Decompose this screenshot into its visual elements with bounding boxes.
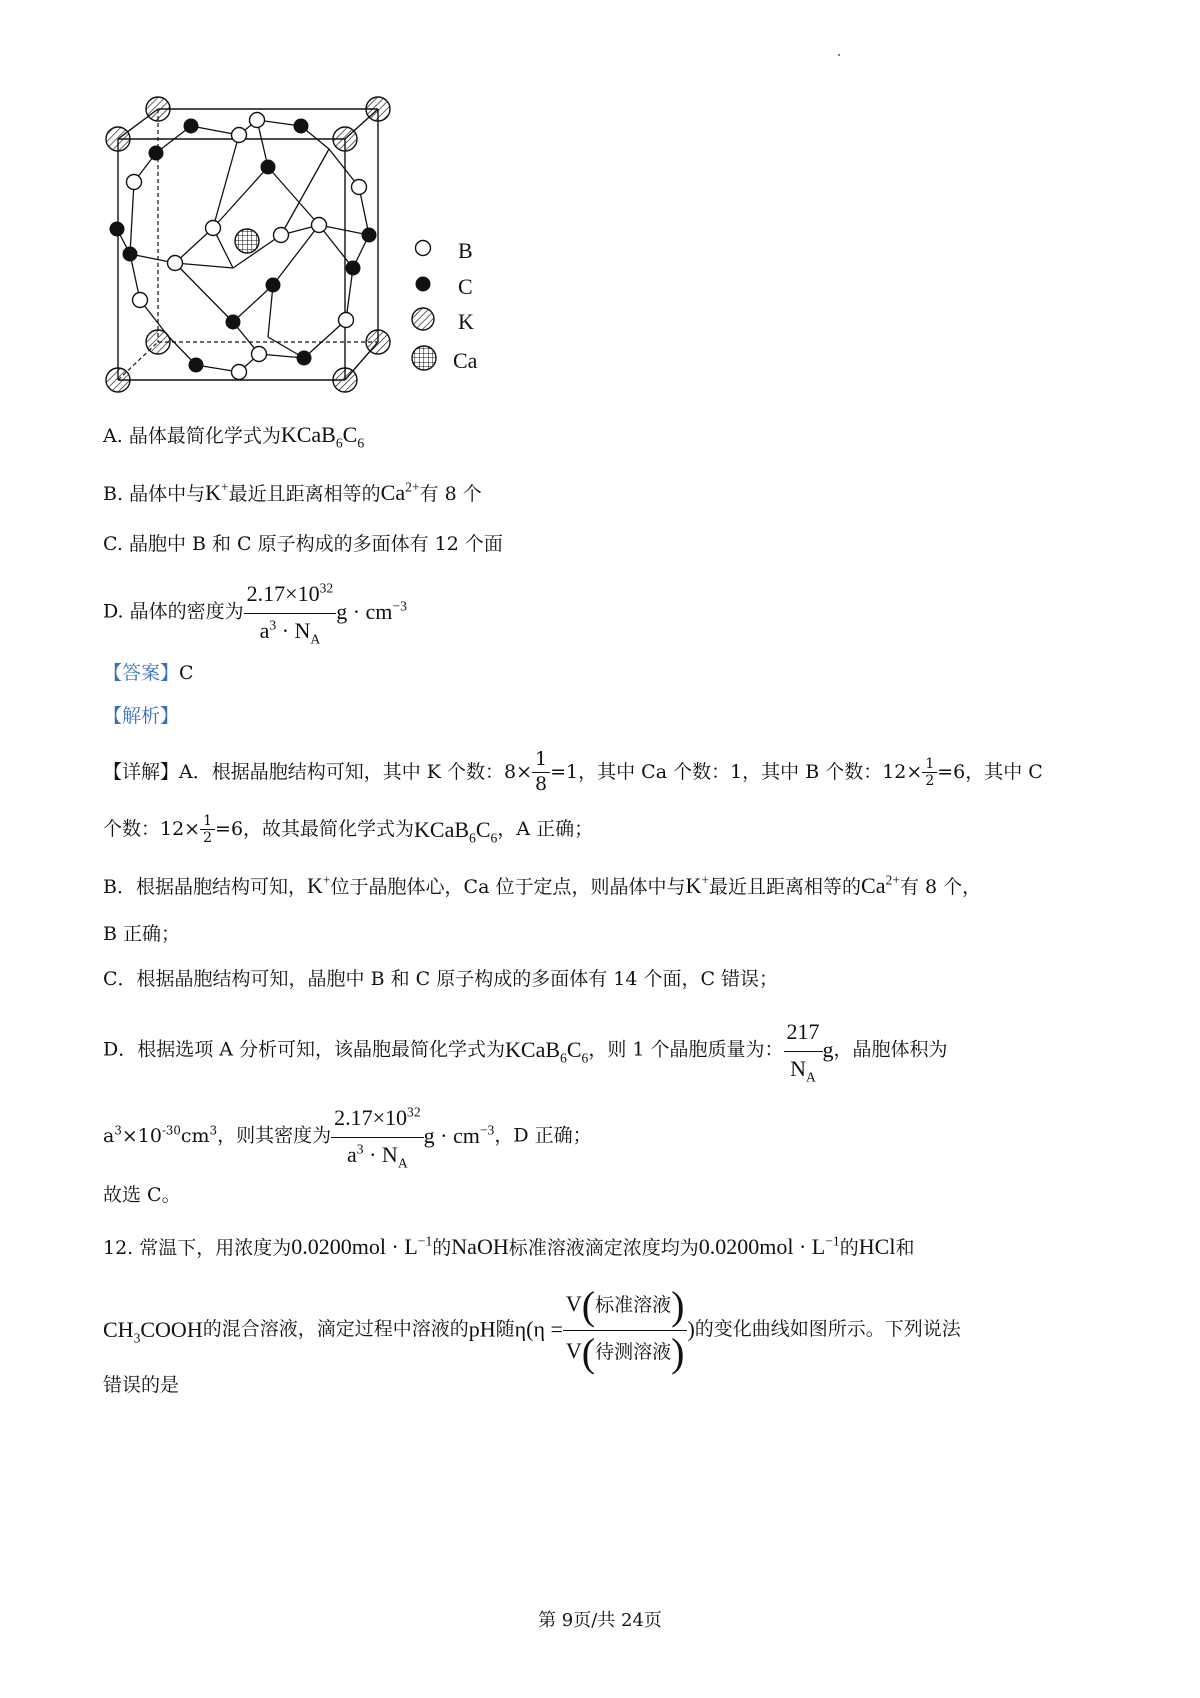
legend-c-label: C <box>458 274 473 299</box>
q12-line2: $CH_3COOH$的混合溶液，滴定过程中溶液的pH随η(η = $\frac{\text{V(标准溶液)}}{\text{V(待测溶液)}}$ )的变化曲线如图所示。下列说法 <box>103 1283 961 1375</box>
detail-d-line1: D．根据选项 A 分析可知，该晶胞最简化学式为$KCaB_6C_6$，则 1 个晶胞质量为： $\frac{217}{N_A}$ g，晶胞体积为 <box>103 1019 948 1085</box>
option-a: A. 晶体最简化学式为$KCaB_6C_6$ <box>103 422 365 451</box>
page-footer: 第 9页/共 24页 <box>538 1610 662 1631</box>
conclusion: 故选 C。 <box>103 1184 181 1206</box>
legend-b-label: B <box>458 238 473 263</box>
legend-k-symbol <box>410 306 436 332</box>
eta-fraction: $\frac{\text{V(标准溶液)}}{\text{V(待测溶液)}}$ <box>563 1286 688 1373</box>
analysis-tag: 【解析】 <box>103 705 180 727</box>
detail-b-line1: B．根据晶胞结构可知，K+位于晶胞体心，Ca 位于定点，则晶体中与K+最近且距离相等的$Ca^{2+}$有 8 个， <box>103 872 982 898</box>
legend-ca-symbol <box>410 344 438 372</box>
detail-b-line2: B 正确； <box>103 923 181 945</box>
detail-c-line: C．根据晶胞结构可知，晶胞中 B 和 C 原子构成的多面体有 14 个面，C 错误； <box>103 968 779 990</box>
answer-line: 【答案】C <box>103 662 194 684</box>
q12-line1: 12. 常温下，用浓度为$0.0200mol \cdot L^{-1}$的NaOH标准溶液滴定浓度均为$0.0200mol \cdot L^{-1}$的HCl和 <box>103 1233 915 1259</box>
detail-d-line2: $a^3\times 10^{-30}cm^3$，则其密度为 $\frac{2.17\times 10^{32}}{a^3 \cdot N_A}$ $g \cdot cm^{-3}$，D 正确； <box>103 1104 592 1171</box>
legend-b-symbol <box>413 238 433 258</box>
legend-k-label: K <box>458 309 474 334</box>
option-d: D. 晶体的密度为 $\frac{2.17\times 10^{32}}{a^3 \cdot N_A}$ $g \cdot cm^{-3}$ <box>103 580 407 647</box>
legend-ca-label: Ca <box>453 348 478 373</box>
option-b: B. 晶体中与K+最近且距离相等的$Ca^{2+}$有 8 个 <box>103 479 482 505</box>
detail-a-line1: 【详解】A．根据晶胞结构可知，其中 K 个数：8× $\frac{1}{8}$ =1，其中 Ca 个数：1，其中 B 个数：12× $\frac{1}{2}$ =6，其中 C <box>103 748 1043 795</box>
page-dot <box>838 54 840 56</box>
option-c: C. 晶胞中 B 和 C 原子构成的多面体有 12 个面 <box>103 533 503 555</box>
detail-a-line2: 个数：12× $\frac{1}{2}$ =6，故其最简化学式为$KCaB_6C_6$，A 正确； <box>103 813 594 847</box>
q12-line3: 错误的是 <box>103 1374 180 1396</box>
density-fraction: $\frac{2.17\times 10^{32}}{a^3 \cdot N_A}$ <box>244 579 337 645</box>
crystal-structure-figure <box>85 78 405 398</box>
legend-c-symbol <box>413 274 433 294</box>
